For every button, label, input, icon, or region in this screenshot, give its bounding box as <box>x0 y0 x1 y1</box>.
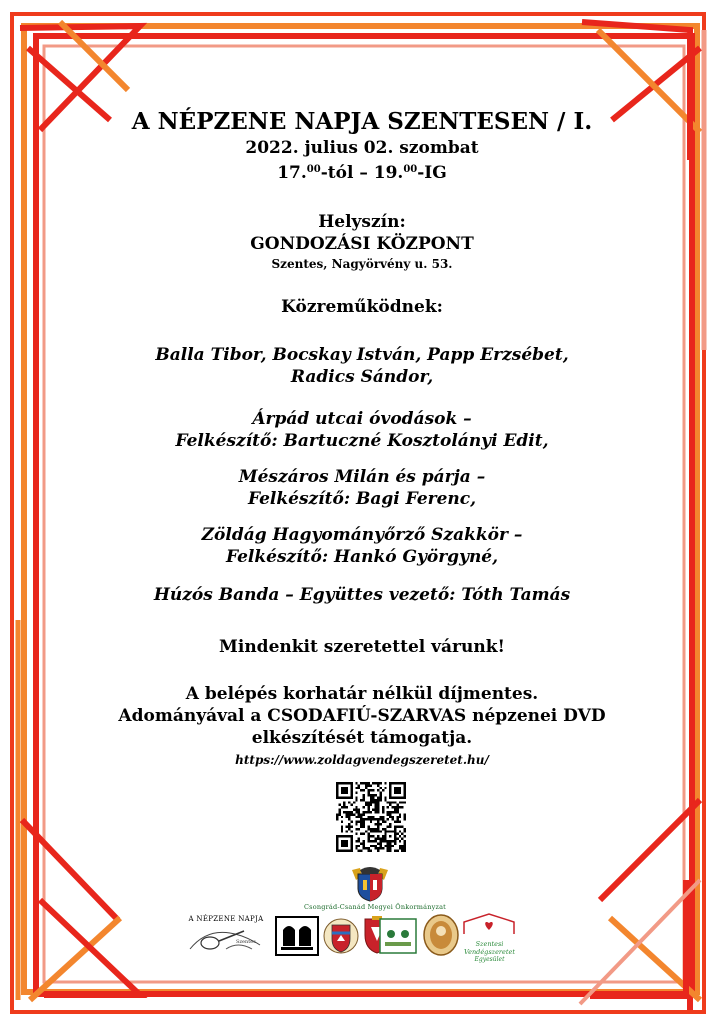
instruments-icon <box>186 923 266 955</box>
event-time: 17.00-tól – 19.00-IG <box>277 163 447 183</box>
venue-name: GONDOZÁSI KÖZPONT <box>250 234 474 254</box>
performer-group: Zöldág Hagyományőrző Szakkör – Felkészítő: Hankó Györgyné, <box>201 525 523 567</box>
venue-label: Helyszín: <box>318 212 406 232</box>
website-link[interactable]: https://www.zoldagvendegszeretet.hu/ <box>235 753 489 767</box>
event-date: 2022. julius 02. szombat <box>245 138 479 158</box>
house-heart-icon <box>452 912 527 936</box>
nepzene-napja-logo: A NÉPZENE NAPJA Szentes <box>186 915 266 957</box>
county-name: Csongrád-Csanád Megyei Önkormányzat <box>304 903 446 911</box>
venue-address: Szentes, Nagyörvény u. 53. <box>271 257 453 271</box>
community-house-logo <box>275 916 319 956</box>
event-title: A NÉPZENE NAPJA SZENTESEN / I. <box>131 108 593 135</box>
city-coat-of-arms-icon <box>322 915 360 957</box>
contributors-heading: Közreműködnek: <box>281 297 443 317</box>
performer-group: Balla Tibor, Bocskay István, Papp Erzsébet, Radics Sándor, <box>155 345 569 387</box>
invitation-text: Mindenkit szeretettel várunk! <box>219 637 505 657</box>
performer-group: Mészáros Milán és párja – Felkészítő: Bagi Ferenc, <box>238 467 486 509</box>
event-date-block <box>60 138 664 184</box>
county-coat-of-arms-icon <box>346 866 394 902</box>
entry-info: A belépés korhatár nélkül díjmentes. Adományával a CSODAFIÚ-SZARVAS népzenei DVD elkészítését támogatja. <box>118 684 606 748</box>
qr-code[interactable] <box>336 782 406 852</box>
venue-block <box>60 211 664 273</box>
svg-text:Szentes: Szentes <box>236 939 256 945</box>
performer-group: Húzós Banda – Együttes vezető: Tóth Tamás <box>153 585 571 605</box>
performer-group: Árpád utcai óvodások – Felkészítő: Bartuczné Kosztolányi Edit, <box>175 409 549 451</box>
szentesi-vendegszeretet-logo: Szentesi Vendégszeretet Egyesület <box>452 912 527 958</box>
zoldag-club-logo <box>379 918 417 954</box>
